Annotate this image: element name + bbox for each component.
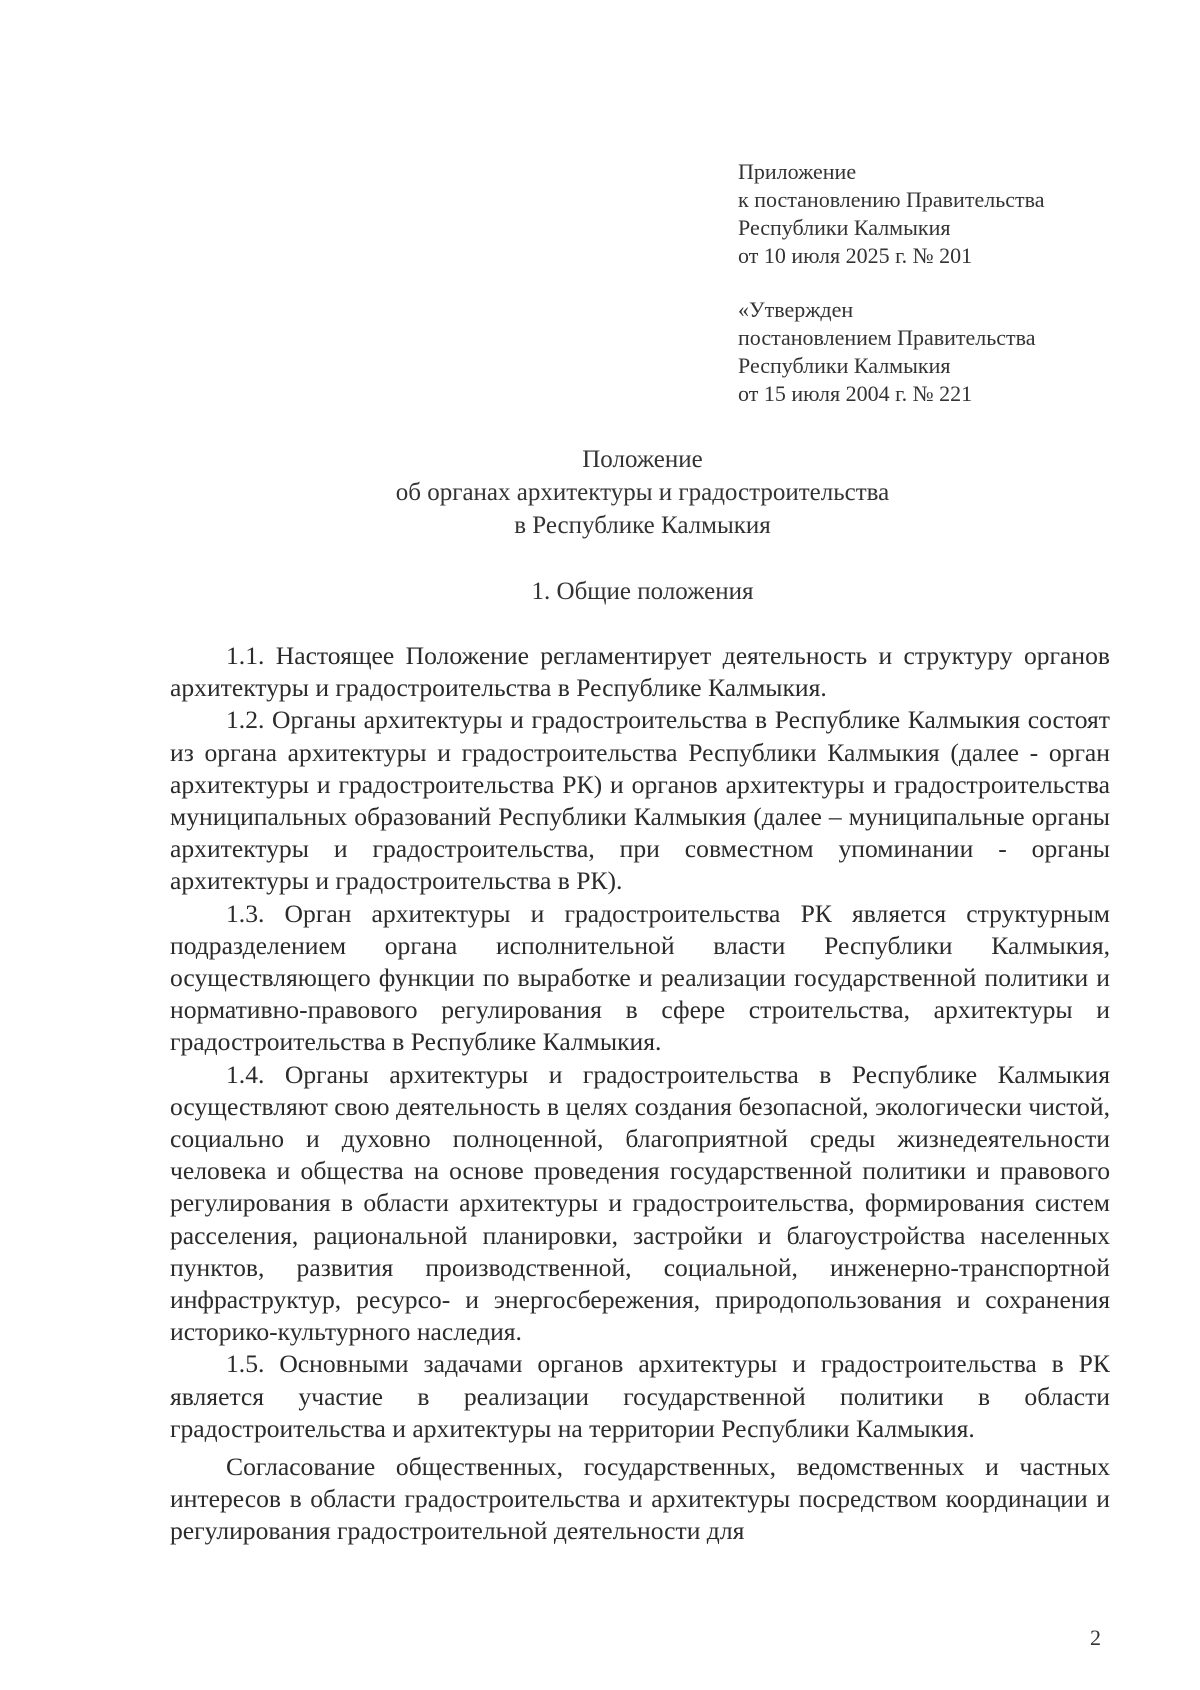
paragraph-1-4: 1.4. Органы архитектуры и градостроительства в Республике Калмыкия осуществляют свою деятельность в целях создания безопасной, экологически чистой, социально и духовно полноценной, благоприятной среды жизнедеятельности человека и общества на основе проведения государственной политики и правового регулирования в области архитектуры и градостроительства, формирования систем расселения, рациональной планировки, застройки и благоустройства населенных пунктов, развития производственной, социальной, инженерно-транспортной инфраструктур, ресурсо- и энергосбережения, природопользования и сохранения историко-культурного наследия.	[170, 1059, 1110, 1347]
annex-gap	[738, 270, 1158, 296]
annex-line: Республики Калмыкия	[738, 215, 951, 240]
document-title	[0, 443, 1200, 542]
paragraph-1-1: 1.1. Настоящее Положение регламентирует деятельность и структуру органов архитектуры и градостроительства в Республике Калмыкия.	[170, 641, 1110, 703]
paragraph-coordination: Согласование общественных, государственных, ведомственных и частных интересов в области градостроительства и архитектуры посредством координации и регулирования градостроительной деятельности для	[170, 1452, 1110, 1546]
section-heading: 1. Общие положения	[531, 578, 754, 605]
annex-line: Приложение	[738, 159, 857, 184]
title-line: в Республике Калмыкия	[514, 512, 771, 539]
annex-block	[738, 158, 1158, 408]
paragraph-1-3: 1.3. Орган архитектуры и градостроительства РК является структурным подразделением органа исполнительной власти Республики Калмыкия, осуществляющего функции по выработке и реализации государственной политики и нормативно-правового регулирования в сфере строительства, архитектуры и градостроительства в Республике Калмыкия.	[170, 898, 1110, 1057]
page-number: 2	[1090, 1625, 1101, 1650]
approved-line: Республики Калмыкия	[738, 353, 951, 378]
annex-line: к постановлению Правительства	[738, 187, 1045, 212]
annex-line: от 10 июля 2025 г. № 201	[738, 243, 973, 268]
paragraph-1-5: 1.5. Основными задачами органов архитектуры и градостроительства в РК является участие в реализации государственной политики в области градостроительства и архитектуры на территории Республики Калмыкия.	[170, 1349, 1110, 1443]
approved-line: «Утвержден	[738, 297, 854, 322]
approved-line: постановлением Правительства	[738, 325, 1036, 350]
title-line: об органах архитектуры и градостроительства	[395, 479, 890, 506]
approved-line: от 15 июля 2004 г. № 221	[738, 381, 973, 406]
body-text	[170, 640, 1110, 1548]
title-line: Положение	[582, 446, 703, 473]
paragraph-1-2: 1.2. Органы архитектуры и градостроительства в Республике Калмыкия состоят из органа архитектуры и градостроительства Республики Калмыкия (далее - орган архитектуры и градостроительства РК) и органов архитектуры и градостроительства муниципальных образований Республики Калмыкия (далее – муниципальные органы архитектуры и градостроительства, при совместном упоминании - органы архитектуры и градостроительства в РК).	[170, 705, 1110, 896]
